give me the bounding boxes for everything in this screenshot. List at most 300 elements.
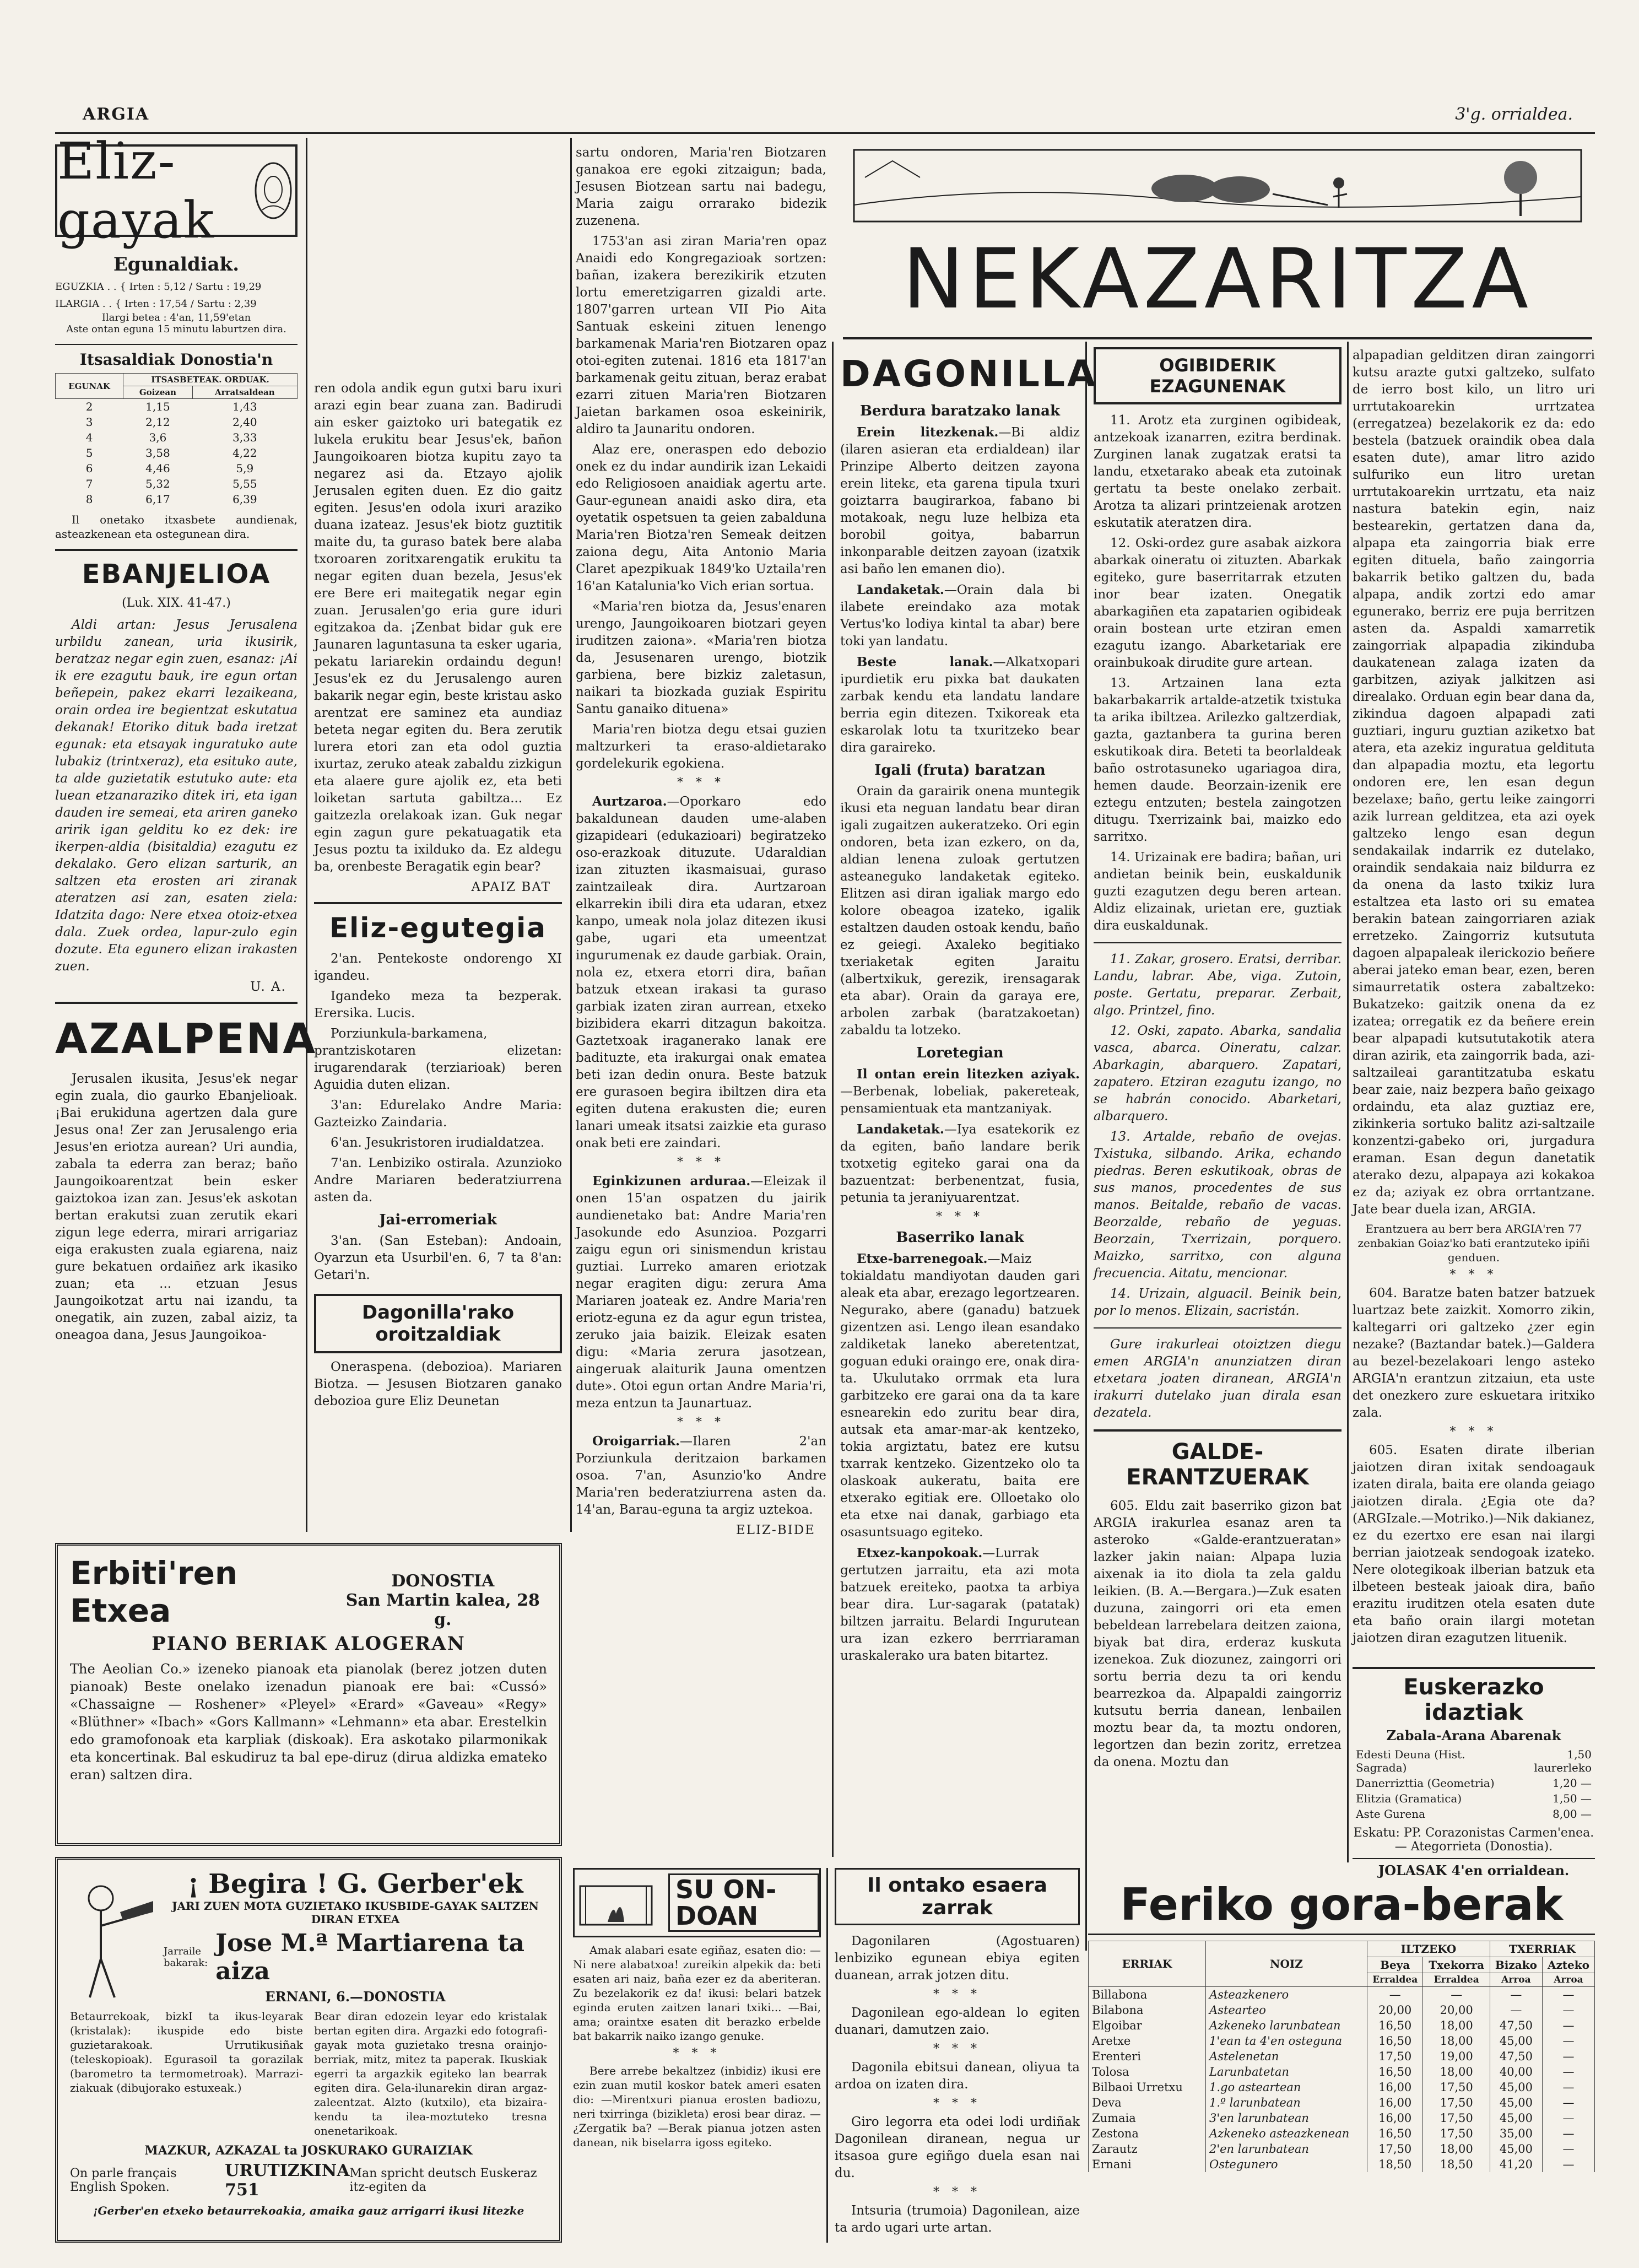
table-cell: Elitzia (Gramatica) [1356,1792,1462,1805]
azalpena-heading: AZALPENA [55,1014,317,1063]
table-cell: 2 [85,400,93,413]
reader-note: Gure irakurleai otoiztzen diegu emen ARGIA'n anunziatzen diran etxetara joaten diranean, ARGIA'n irakurri dutelako juan dirala esan dezatela. [1094,1337,1342,1420]
table-cell: 1,15 [145,400,170,413]
list-item: 14. Urizain, alguacil. Beinik bein, por lo menos. Elizain, sacristán. [1094,1287,1342,1318]
fireplace-illustration [575,1875,657,1930]
column-2 [314,380,562,1532]
lore2-text: —Iya esatekorik ez da egiten, baño landare berik txotxetig egiteko garai ona da bazuentzat: berbenentzat, fusia, petunia ta jeraniyuarentzat. [840,1122,1080,1205]
table-cell: Bilabona [1089,2002,1206,2018]
feriko-col-slaughter: ILTZEKO [1367,1941,1490,1957]
table-cell: — [1542,2157,1594,2172]
table-cell: 5 [85,446,93,460]
feriko-col-when: NOIZ [1206,1941,1367,1987]
separator-stars: * * * [673,2046,721,2060]
gerber-telephone: URUTIZKINA 751 [225,2161,350,2200]
oroigarri-text: —Ilaren 2'an Porziunkula deritzaion barkamen osoa. 7'an, Asunzio'ko Andre Maria'ren bederatziurrena asten da. 14'an, Barau-eguna ta argiz uztekoa. [576,1434,826,1517]
idaztiak-box [1353,1667,1595,1878]
su-ondoan-section [573,1868,821,2243]
table-cell: 3,6 [149,431,167,444]
etxe-text: —Maiz tokialdatu mandiyotan dauden gari aleak eta abar, erezago legortzearen. Negurako, abere (ganadu) batzuek gizentzen asi. Lengo ilean esandako zaldiketak laneko aberetentzat, goguan eduki oraingo ere, onak dira-ta. Ukulutako orrmak eta lura garbitzeko ere garai ona da ta kare esnearekin edo zuritu bear dira, autsak eta amar-mar-ak kentzeko, tokia argiztatu, batez ere kutsu txarrak kentzeko. Gizentzeko olo ta olaskoak aukeratu, baita ere etxerako egitiak ere. Olloetako olo eta etxe nai danak, garbiago eta osasuntsuago egiteko. [840,1252,1080,1540]
table-cell: — [1542,2064,1594,2080]
separator-stars: * * * [933,2042,981,2056]
igali-heading: Igali (fruta) baratzan [874,762,1046,779]
table-row [1089,2033,1595,2049]
separator-stars: * * * [933,2097,981,2110]
table-cell: 16,00 [1367,2095,1423,2110]
table-row [56,476,297,492]
etxe-label: Etxe-barrenegoak. [857,1251,988,1266]
erantzuera-note: Erantzuera au berr bera ARGIA'ren 77 zenbakian Goiaz'ko bati erantzuteko ipiñi genduen. [1357,1222,1590,1264]
idaztiak-heading: Euskerazko idaztiak [1403,1675,1544,1725]
table-cell: 1'ean ta 4'en osteguna [1206,2033,1367,2049]
table-row [1089,2064,1595,2080]
list-item: 11. Zakar, grosero. Eratsi, derribar. Landu, labrar. Abe, viga. Zutoin, poste. Gertatu, preparar. Zerbait, algo. Printzel, fino. [1094,952,1342,1018]
azalpena-continued: ren odola andik egun gutxi baru ixuri arazi egin bear zuana zan. Badirudi ain esker gaiztoko uri bategatik ez lukela erukitu bear Jesus'ek, bañon Jaungoikoaren biotza kupitu zayo ta negarez asi da. Etzayo ajolik Jerusalen egiten duen. Ez dio gaitz egiten. Jesus'en odola ixuri araziko duana izateaz. Jesus'ek biotz guztitik maite du, ta guraso batek bere alaba txoroaren zoritxarengatik erukitu ta negar egiten duan bezela, Jesus'ek ere Bere eri maitegatik negar egin zuan. Jerusalen'go eria gure iduri egitzakoa da. ¡Zenbat bidar guk ere Jaunaren laguntasuna ta esker ugaria, pekatu lariarekin ordaindu degun! Jesus'ek ez du Jerusalengo auren bakarik negar egin, beste kristau asko arentzat ere saminez eta aundiaz beteta negar egiten du. Bera zerutik lurera etori zan eta odol guztia ixurtaz, zeruko ateak zabaldu zizkigun eta alaere gure ajolik ez, eta beti loiketan sartuta gabiltza... Ez gaitzezla orelakoak izan. Guk negar egin zagun gure pekatuagatik eta Jesus poztu ta ixilduko da. Ez aldegu ba, orenbeste Beragatik egin bear? [314,381,562,874]
gerber-city: ERNANI, 6.—DONOSTIA [265,1989,446,2005]
gerber-advertisement [55,1857,562,2243]
table-cell: 35,00 [1490,2126,1542,2141]
tides-col-hours: ITSASBETEAK. ORDUAK. [123,374,297,386]
divider [1094,1327,1342,1329]
kanpo-label: Etxez-kanpokoak. [857,1546,983,1560]
egunaldiak-heading: Egunaldiak. [113,253,240,276]
eliz-gayak-banner [55,132,297,250]
table-cell: 16,50 [1367,2018,1423,2033]
table-row [1089,2141,1595,2157]
oroitzaldiak-text: Oneraspena. (debozioa). Mariaren Biotza. — Jesusen Biotzaren ganako debozioa gure Eliz Deunetan [314,1360,562,1408]
table-cell: 16,00 [1367,2080,1423,2095]
column-rule [826,1868,828,2243]
su-ondoan-banner [573,1868,821,1937]
table-cell: 20,00 [1423,2002,1490,2018]
table-cell: — [1542,2080,1594,2095]
list-item: Igandeko meza ta bezperak. Erersika. Lucis. [314,989,562,1020]
galde-heading: GALDE-ERANTZUERAK [1126,1439,1309,1490]
table-row [56,414,297,430]
tides-body [56,399,297,507]
table-cell: — [1542,1987,1594,2003]
table-cell: 45,00 [1490,2080,1542,2095]
table-cell: Ernani [1089,2157,1206,2172]
table-cell: 1,43 [232,400,257,413]
tides-col-afternoon: Arratsaldean [192,386,297,399]
list-item: 11. Arotz eta zurginen ogibideak, antzekoak izanarren, ezitra berdinak. Zurginen lanak zugatzak eratsi ta landu, etxetarako abeak eta zutoinak gertatu ta beste onelako zerbait. Arotza ta alizari printzeienak arotzen eskutatik ateratzen dira. [1094,413,1342,530]
table-cell: 16,00 [1367,2110,1423,2126]
table-cell: 1,20 — [1553,1776,1592,1790]
moon-note: Ilargi betea : 4'an, 11,59'etan [101,312,251,323]
ebanjelioa-text: Aldi artan: Jesus Jerusalena urbildu zanean, uria ikusirik, beratzaz negar egin zuen, esanaz: ¡Ai ik ere ezagutu bauk, ire egun ortan beñepein, pakez ekarri lezaikeana, orain ordea ire begientzat eskutatua dekanak! Etoriko dituk bada iretzat egunak: eta etsayak inguratuko aute lubakiz (trintxeraz), eta esituko aute, ta alde guzietatik estutuko aute: eta luean etzanaraziko ditek iri, eta igan dauden ire semeai, eta ariren ganeko aririk igan gelditu ko ez dek: ire ikerpen-aldia (bisitaldia) ezagutu ez dekalako. Gero elizan sarturik, an saltzen eta erosten ari ziranak ateratzen asi zan, esaten ziela: Idatzita dago: Nere etxea otoiz-etxea dala. Zuek ordea, lapur-zulo egin dozute. Eta egunero elizan irakasten zuen. [55,618,297,974]
list-item: 13. Artalde, rebaño de ovejas. Txistuka, silbando. Arika, echando piedras. Beren eskutikoak, obras de sus manos, procedentes de sus manos. Beitalde, rebaño de vacas. Beorzalde, rebaño de yeguas. Beorzain, Txerrizain, porquero. Maizko, sarritxo, con alguna frecuencia. Aitatu, mencionar. [1094,1130,1342,1281]
sun-times: EGUZKIA . . { Irten : 5,12 / Sartu : 19,29 [55,281,262,293]
ogibide-list [1094,412,1342,935]
feriko-subheader-cell: Txekorra [1423,1957,1490,1973]
aurtzaroa-label: Aurtzaroa. [592,794,667,809]
list-item: 6'an. Jesukristoren irudialdatzea. [331,1136,545,1150]
erbiti-text: The Aeolian Co.» izeneko pianoak eta pianolak (berez jotzen duten pianoak) Beste onelako izenadun pianoak ere bai: «Cussó» «Chassaigne — Roshener» «Pleyel» «Erard» «Gaveau» «Regy» «Blüthner» «Ibach» «Gors Kallmann» «Lehmann» eta abar. Erestelkin edo gramofonoak eta karpliak (diskoak). Era askotako pilarmonikak eta koncertinak. Bal eskudiruz ta bal epe-diruz (dirua aldizka emateko eran) saltzen dira. [70,1661,547,1783]
table-row [1353,1791,1595,1806]
ogibide-heading: OGIBIDERIK EZAGUNENAK [1094,347,1342,404]
esaera-zarrak-section [835,1868,1080,2243]
section-rule [55,1002,297,1004]
table-cell: 3,33 [232,431,257,444]
table-cell: 3'en larunbatean [1206,2110,1367,2126]
erein-label: Erein litezkenak. [857,425,999,440]
table-cell: 47,50 [1490,2018,1542,2033]
column-5 [1094,347,1342,1945]
table-cell: Azkeneko larunbatean [1206,2018,1367,2033]
azalpena-signature: APAIZ BAT [471,880,551,894]
question-605: 605. Esaten dirate ilberian jaiotzen diran ixitak sendoagauk izaten dirala, baita ere olanda geiago jaiotzen dirala. ¿Egia ote da? (ARGIzale.—Motriko.)—Nik dakianez, ez du ezertxo ere esan nai ilargi berrian jaiotzeak sendogoak izateko. Nere olotegikoak ilberian batzuk eta ilbeteen besteak jaioak dira, baño erazitu iruditzen otela esaten dute eta baño orain ilargi motetan jaiotzen diran ezagutzen lituenik. [1353,1443,1595,1645]
table-cell: 17,50 [1367,2141,1423,2157]
column-6 [1353,347,1595,1862]
table-cell: Azkeneko asteazkenean [1206,2126,1367,2141]
table-cell: 5,9 [236,462,254,475]
table-row [1089,2002,1595,2018]
table-cell: 5,32 [145,477,170,490]
table-row [56,461,297,476]
table-cell: 4,22 [232,446,257,460]
masthead-left: ARGIA [83,105,150,124]
table-cell: 19,00 [1423,2049,1490,2064]
separator-stars: * * * [933,1988,981,2001]
day-note: Aste ontan eguna 15 minutu laburtzen dira. [66,323,286,335]
table-cell: 1,50 — [1553,1792,1592,1805]
table-cell: — [1542,2018,1594,2033]
table-row [1089,2049,1595,2064]
list-item: 12. Oski, zapato. Abarka, sandalia vasca, abarca. Oineratu, calzar. Abarkagin, abarquero. Zapatari, zapatero. Etziran ezagutu izango, no se habrán conocido. Abarketari, albarquero. [1094,1024,1342,1124]
page-number: 3'g. orrialdea. [1455,105,1573,124]
list-item: Dagonilaren (Agostuaren) lenbiziko egunean ebiya egiten duanean, arrak jotzen ditu. [835,1934,1080,1983]
table-cell: — [1367,1987,1423,2003]
table-cell: 16,50 [1367,2126,1423,2141]
section-rule [55,549,297,551]
question-604: 604. Baratze baten batzer batzuek luartzaz bete zaizkit. Xomorro zikin, kaltegarri ori galtzeko ¿zer egin nezake? (Baztandar batek.)—Galdera au bezel-bezelakoari lengo asteko ARGIA'n erantzun zitzaiun, eta uste det onezkero zure eskuetara iritxiko zala. [1353,1286,1595,1420]
table-cell: 1,50 laurerleko [1534,1748,1592,1774]
table-cell: Zestona [1089,2126,1206,2141]
erbiti-city: DONOSTIA [391,1572,495,1591]
table-cell: 2'en larunbatean [1206,2141,1367,2157]
feriko-body [1089,1987,1595,2173]
table-cell: 8,00 — [1553,1807,1592,1821]
gerber-left-text: Betaurrekoak, bizkI ta ikus-leyarak (kristalak): ikuspide edo biste guzietarakoak. Urrutikusiñak (teleskopioak). Egurasoil ta gorazilak (barometro ta termometroak). Marrazi-ziakuak (dibujorako estuxeak.) [70,2010,303,2094]
table-cell: Asteazkenero [1206,1987,1367,2003]
su-ondoan-title: SU ON-DOAN [668,1873,819,1932]
feriko-units-cell: Erraldea [1367,1973,1423,1987]
table-cell: 16,50 [1367,2064,1423,2080]
erbiti-address: San Martin kalea, 28 g. [345,1591,540,1629]
gerber-languages-de-eu: Man spricht deutsch Euskeraz itz-egiten da [349,2167,537,2194]
table-cell: Billabona [1089,1987,1206,2003]
table-cell: Deva [1089,2095,1206,2110]
table-cell: 17,50 [1423,2126,1490,2141]
table-cell: 4 [85,431,93,444]
table-cell: 20,00 [1367,2002,1423,2018]
lore2-label: Landaketak. [857,1122,944,1137]
gerber-right-text: Bear diran edozein leyar edo kristalak bertan egiten dira. Argazki edo fotografi-gayak mota guzietako tresna orainjo-berriak, mitz, mitez ta paperak. Ikuskiak egerri ta argazkik egiteko lan bearrak egiten dira. Gela-ilunarekin diran argaz-zaleentzat. Alzto (kutxilo), eta bizaira-kendu ta ilea-moztuteko tresna onenetarikoak. [314,2010,547,2137]
table-cell: 3 [85,415,93,429]
loretegian-heading: Loretegian [916,1045,1004,1061]
table-cell: 18,50 [1367,2157,1423,2172]
erbiti-advertisement [55,1543,562,1846]
list-item: 3'an: Edurelako Andre Maria: Gazteizko Zaindaria. [314,1098,562,1130]
separator-stars: * * * [677,1155,725,1169]
table-row [1089,2126,1595,2141]
column-3 [576,144,826,1858]
table-cell: Astelenetan [1206,2049,1367,2064]
gerber-mazkur: MAZKUR, AZKAZAL ta JOSKURAKO GURAIZIAK [144,2143,473,2158]
table-cell: — [1542,2049,1594,2064]
section-rule [314,902,562,904]
table-cell: 40,00 [1490,2064,1542,2080]
gerber-languages-fr-en: On parle français English Spoken. [70,2167,177,2194]
table-cell: 18,00 [1423,2018,1490,2033]
table-cell: 45,00 [1490,2033,1542,2049]
table-cell: 6 [85,462,93,475]
table-cell: — [1490,1987,1542,2003]
table-cell: 2,12 [145,415,170,429]
column-rule [570,138,572,1532]
table-cell: 45,00 [1490,2110,1542,2126]
egutegia-heading: Eliz-egutegia [329,912,547,944]
feriko-col-towns: ERRIAK [1089,1941,1206,1987]
list-item: 7'an. Lenbiziko ostirala. Azunzioko Andre Mariaren bederatziurrena asten da. [314,1156,562,1205]
feriko-units-cell: Arroa [1542,1973,1594,1987]
table-cell: Edesti Deuna (Hist. Sagrada) [1356,1748,1465,1774]
ebanjelioa-heading: EBANJELIOA [82,559,271,590]
col3-text-5: Maria'ren biotza degu etsai guzien maltzurkeri ta eraso-aldietarako gordelekurik egokiena. [576,722,826,771]
column-rule [1347,342,1349,1862]
su-ondoan-text-2: Bere arrebe bekaltzez (inbidiz) ikusi ere ezin zuan mutil koskor batek ameri esaten dio: —Mirentxuri pianua erosten badiozu, neri txirringa (bizikleta) erosi bear diraz. —¿Zergatik ba? —Berak pianua jotzen asten danean, nik biselarra igoss egiteko. [573,2064,821,2149]
galde-text: 605. Eldu zait baserriko gizon bat ARGIA irakurlea esanaz aren ta asteroko «Galde-erantzueratan» lazker jakin naian: Alpapa luzia aixenak ia ito diola ta zela galdu leikien. (B. A.—Bergara.)—Zuk esaten duzuna, zaingorri ori eta emen bebeldean larrebelara deitzen zaiona, biyak bat dira, erderaz kuskuta izenekoa. Zuk diozunez, zaingorri ori sortu berria dezu ta ori kendu bearrezkoa da. Alpapaldi zaingorriz kutsutu berria danean, lenbailen moztu bear da, ta moztu ondoren, legortzen dan bezin zoritz, erretzea da onena. Moztu dan [1094,1499,1342,1769]
table-cell: 17,50 [1367,2049,1423,2064]
table-row [1089,2157,1595,2172]
idaztiak-publisher: Zabala-Arana Abarenak [1386,1727,1561,1743]
gerber-subtitle: JARI ZUEN MOTA GUZIETAKO IKUSBIDE-GAYAK SALTZEN DIRAN ETXEA [172,1899,539,1926]
list-item: 2'an. Pentekoste ondorengo XI igandeu. [314,952,562,983]
jai-heading: Jai-erromeriak [379,1212,497,1228]
list-item: Intsuria (trumoia) Dagonilean, aize ta ardo ugari urte artan. [835,2204,1080,2235]
jai-text: 3'an. (San Esteban): Andoain, Oyarzun eta Usurbil'en. 6, 7 ta 8'an: Getari'n. [314,1234,562,1282]
telescope-man-illustration [68,1876,156,2008]
table-cell: 1.go asteartean [1206,2080,1367,2095]
top-rule [55,132,1595,134]
table-cell: — [1542,2033,1594,2049]
table-row [56,492,297,507]
table-cell: 3,58 [145,446,170,460]
table-cell: 8 [85,493,93,506]
separator-stars: * * * [1449,1425,1498,1439]
table-cell: Bilbaoi Urretxu [1089,2080,1206,2095]
table-cell: Zumaia [1089,2110,1206,2126]
list-item: Giro legorra eta odei lodi urdiñak Dagonilean diranean, negua ur itsasoa gure egiñgo duela esan nai du. [835,2115,1080,2180]
feriko-col-pigs: TXERRIAK [1490,1941,1594,1957]
itsasaldiak-heading: Itsasaldiak Donostia'n [79,350,273,369]
table-row [1089,2080,1595,2095]
erbiti-title: Erbiti'ren Etxea [70,1554,238,1629]
separator-stars: * * * [933,2185,981,2199]
feriko-section [1088,1879,1595,2243]
table-cell: 45,00 [1490,2095,1542,2110]
table-cell: 18,50 [1423,2157,1490,2172]
table-cell: — [1423,1987,1490,2003]
igali-text: Orain da garairik onena muntegik ikusi eta neguan landatu bear diran igali zugaitzen aukeratzeko. Ori egin ondoren, beta izan ezkero, on da, aldian lenena zuloak gertutzen asteaneguko landaketak egiteko. Elitzen asi diran igaliak margo edo kolore obeagoa izateko, igalik estaltzen dauden ostoak kendu, baño ez geiegi. Axaleko begitiako txeriaketak egiten Jaraitu (albertxikuk, gerezik, irensagarak eta abar). Orain da garaya ere, arbolen zarbak (baratzakoetan) zabaldu ta lotzeko. [840,784,1080,1038]
column-rule [1085,342,1087,1951]
divider [55,344,297,345]
landaketak-text: —Orain dala bi ilabete ereindako aza motak Vertus'ko lodiya kintal ta abar) bere toki yan landatu. [840,583,1080,649]
table-cell: 16,50 [1367,2033,1423,2049]
list-item: 14. Urizainak ere badira; bañan, uri andietan beinik bein, euskaldunik guzti ezagutzen degu beren artean. Aldiz elizainak, urietan ere, guztiak dira euskaldunak. [1094,850,1342,933]
azalpena-text: Jerusalen ikusita, Jesus'ek negar egin zuala, dio gaurko Ebanjelioak. ¡Bai erukiduna agertzen dala gure Jesus ona! Zer zan Jerusalengo eria Jesus'en eriotza aurean? Uri aundia, zabala ta ederra zan beraz; baño Jaungoikoarentzat bein esker gaiztokoa izan zan. Jesus'ek askotan bertan erakutsi zuan zerutik ekari zigun lege ederra, mirari arrigariaz eiga erakusten zuala egiarena, naiz gure bekatuen ordaiñez ark ikasiko zuan; eta ... etzuan Jesus Jaungoikotzat artu nai izandu, ta onegatik, ain zuzen, zabal aiziz, ta oneagoa dana, Jesus Jaungoikoa- [55,1072,297,1342]
table-cell: 17,50 [1423,2080,1490,2095]
table-cell: 41,20 [1490,2157,1542,2172]
nekazaritza-title: NEKAZARITZA [902,231,1533,327]
lore-text: —Berbenak, lobeliak, pakereteak, pensamientuak eta mantzaniyak. [840,1084,1080,1116]
separator-stars: * * * [677,1416,725,1429]
table-cell: 47,50 [1490,2049,1542,2064]
esaera-zarrak-list [835,1933,1080,2237]
list-item: Porziunkula-barkamena, prantziskotaren elizetan: irugarendarak (terziarioak) beren Aguidia duten elizan. [314,1027,562,1092]
nun-portrait-icon [251,158,295,224]
table-cell: 4,46 [145,462,170,475]
table-row [1089,2095,1595,2110]
oroitzaldiak-heading: Dagonilla'rako oroitzaldiak [314,1294,562,1353]
separator-stars: * * * [936,1210,984,1224]
jolasak-note: JOLASAK 4'en orrialdean. [1353,1858,1595,1878]
table-cell: Danerrizttia (Geometria) [1356,1776,1495,1790]
kanpo-text: —Lurrak gertutzen jarraitu, eta azi mota batzuek ereiteko, paotxa ta arbiya bear dira. Lur-sagarak (patatak) biltzen jarraitu. Belardi Ingurutean ura izan ezkero berrriaraman uraskalerako ura baten bitartez. [840,1546,1080,1663]
table-cell: — [1542,2126,1594,2141]
table-row [56,430,297,445]
bedura-heading: Berdura baratzako lanak [860,403,1060,419]
eginkizun-text: —Eleizak il onen 15'an ospatzen du jairik aundienetako bat: Andre Maria'ren Jasokunde edo Asunzioa. Pozgarri zaigu egun ori sinismendun kristau guztiai. Lurreko amaren eriotzak negar eragiten digu: zerura Ama Mariaren joateak ez. Andre Maria'ren eriotz-eguna ez da agur egun tristea, zeruko jaia baizik. Eleizak esaten digu: «Maria zerura jasotzean, aingeruak alaiturik Jauna omentzen dute». Otoi egun ortan Andre Maria'ri, meza entzun ta Jaunartuaz. [576,1174,826,1411]
list-item: 12. Oski-ordez gure asabak aizkora abarkak oineratu oi zituzten. Abarkak egiteko, gure baserritarrak etzuten inor bear izaten. Onegatik abarkagiñen eta zapatarien ogibideak orain bostean urte etziran emen ezagutu izango. Abarketariak ere orainbukoak dirudite gure artean. [1094,536,1342,670]
table-cell: 18,00 [1423,2033,1490,2049]
elizbide-signature: ELIZ-BIDE [735,1523,815,1537]
table-row [1089,1987,1595,2003]
feriko-subheader-cell: Beya [1367,1957,1423,1973]
table-row [56,399,297,415]
table-cell: 6,39 [232,493,257,506]
table-cell: 6,17 [145,493,170,506]
table-cell: Erenteri [1089,2049,1206,2064]
column-rule [306,138,307,1532]
col3-text-1: sartu ondoren, Maria'ren Biotzaren ganakoa ere egoki zitzaigun; bada, Jesusen Biotzean sartu nai badegu, Maria zaigu orrarako bidezik zuzenena. [576,145,826,228]
table-cell: Aste Gurena [1356,1807,1425,1821]
lore-label: Il ontan erein litezken aziyak. [857,1067,1080,1082]
table-cell: 2,40 [232,415,257,429]
eginkizun-label: Eginkizunen arduraa. [592,1174,751,1189]
erein-text: —Bi aldiz (ilaren asieran eta erdialdean) ilar Prinzipe Alberto deitzen zayona erein litekε, eta garena tipula txuri goiztarra baugirarkoa, fabano bi motakoak, negu luze helbiza eta borobil goitya, babarrun inkonparable deitzen zayoan (izatxik asi baño len emanen dio). [840,425,1080,576]
table-cell: Ostegunero [1206,2157,1367,2172]
list-item: 13. Artzainen lana ezta bakarbakarrik artalde-atzetik txistuka ta arika ibiltzea. Arilezko galtzerdiak, gazta, gaztanbera ta gurina beren eskutikoak dira. Beteti ta beorlaldeak baño ostrotasuneko ugariagoa dira, hemen daude. Beorzain-izenik ere eztegu entzuten; bestela zaingotzen ditugu. Txerrizaink bai, maizko edo sarritxo. [1094,676,1342,844]
table-cell: 17,50 [1423,2095,1490,2110]
table-cell: 1.º larunbatean [1206,2095,1367,2110]
idaztiak-order: Eskatu: PP. Corazonistas Carmen'enea. — Ategorrieta (Donostia). [1353,1826,1594,1854]
aurtzaroa-text: —Oporkaro edo bakaldunean dauden ume-alaben gizapideari (edukazioari) begiratzeko oso-erazkoak dituzute. Udaraldian izan zituzten ikasmaisuai, guraso zaintzaileak dira. Aurtzaroan elkarrekin ibili dira eta udaran, etxez kanpo, umeak nola jolaz ditezen ikusi gabe, ugari eta umeentzat ingurumenak ez daude garbiak. Orain, nola ez, etxera etorri dira, bañan batzuk etxean irakasi ta guraso garbiak izaten ziran aurrean, etxeko bizibidera ekarri ditzagun bakoitza. Gaztetxoak iraganerako lanak ere badituzte, eta irakurgai onak ematea beti izan dedin onura. Beste batzuk ere gurasoen begira ibiltzen dira eta egiten dutena erakusten die; euren lanari umeak itsatsi zaizkie eta guraso onak beti ere zaindari. [576,795,826,1151]
erbiti-subtitle: PIANO BERIAK ALOGERAN [152,1633,466,1655]
separator-stars: * * * [677,776,725,790]
egutegia-list [314,951,562,1206]
divider [1094,942,1342,943]
table-row [1353,1775,1595,1791]
feriko-subheader-cell: Azteko [1542,1957,1594,1973]
ebanjelioa-signature: U. A. [250,980,286,994]
table-cell: 18,00 [1423,2141,1490,2157]
gerber-successors-label: Jarraile bakarak: [164,1946,208,1969]
table-cell: — [1542,2110,1594,2126]
landaketak-label: Landaketak. [857,582,944,597]
farm-scene-illustration [843,144,1592,227]
table-cell: — [1542,2141,1594,2157]
table-cell: Elgoibar [1089,2018,1206,2033]
table-cell: Aretxe [1089,2033,1206,2049]
beste-lanak-text: —Alkatxopari ipurdietik eru pixka bat daukaten zarbak kendu eta landatu landare berria egin ditezen. Txikoreak eta eskarolak lotu ta txuritzeko bear dira garaireko. [840,655,1080,755]
nekazaritza-banner [843,144,1592,339]
column-rule [832,342,834,1857]
tides-col-day: EGUNAK [56,374,123,399]
tides-note: Il onetako itxasbete aundienak, asteazkenean eta ostegunean dira. [55,513,297,541]
col3-text-3: Alaz ere, oneraspen edo debozio onek ez du indar aundirik izan Lekaidi edo Religiosoen anaidiak agertu arte. Gaur-egunean anaidi asko dira, eta oyetatik ospetsuen ta geien zabalduna Maria'ren Biotza'ren Semeak deitzen zaiona degu, Aita Antonio Maria Claret apezpikuak 1849'ko Uztaila'ren 16'an Katalunia'ko Vich erian sortua. [576,442,826,593]
sun-moon-times [55,281,297,293]
table-cell: — [1542,2095,1594,2110]
feriko-table [1088,1941,1595,2172]
su-ondoan-text-1: Amak alabari esate egiñaz, esaten dio: —Ni nere alabatxoa! zureikin alpekik da: beti esaten ari naiz, baña ezer ez da aberiteran. Zu bezelakorik ez da! ikusi: belari batzek eginda eruten zaitzen lanari txiki... —Bai, ama; oraintxe esaten dit berazko erbelde bat bakarrik naiko izango genuke. [573,1943,821,2043]
ebanjelioa-ref: (Luk. XIX. 41-47.) [122,596,231,610]
feriko-subheader-cell: Bizako [1490,1957,1542,1973]
table-cell: 7 [85,477,93,490]
col3-text-2: 1753'an asi ziran Maria'ren opaz Anaidi edo Kongregazioak sortzen: bañan, izakera berezikirik etzuten lortu emeretzigarren gizaldi arte. 1807'garren urtean VII Pio Aita Santuak eskeini zituen lenengo barkamenak Maria'ren Biotzaren opaz otoi-egiten zutenai. 1816 eta 1817'an barkamenak geitu zituan, beraz erabat ezarri zituen Maria'ren Biotzaren Jaietan barkamen osoa eskeinirik, aldiro ta Jaunaritu ondoren. [576,234,826,436]
table-row [1089,2110,1595,2126]
list-item: Dagonilean ego-aldean lo egiten duanari, damutzen zaio. [835,2006,1080,2037]
table-cell: Zarautz [1089,2141,1206,2157]
baserri-heading: Baserriko lanak [896,1229,1024,1246]
divider [1094,1429,1342,1432]
beste-lanak-label: Beste lanak. [857,655,993,669]
feriko-units-cell: Erraldea [1423,1973,1490,1987]
separator-stars: * * * [1449,1268,1498,1282]
table-row [1353,1806,1595,1822]
table-row [1353,1747,1595,1775]
feriko-units-cell: Arroa [1490,1973,1542,1987]
column-1 [55,132,317,1533]
table-cell: 17,50 [1423,2110,1490,2126]
dagonila-heading: DAGONILLA [840,353,1098,395]
table-row [1089,2018,1595,2033]
gerber-title: ¡ Begira ! G. Gerber'ek [187,1869,523,1899]
feriko-heading: Feriko gora-berak [1088,1879,1595,1935]
eliz-gayak-title: Eliz-gayak [57,132,215,250]
table-row [56,445,297,461]
table-cell: 5,55 [232,477,257,490]
table-cell: Tolosa [1089,2064,1206,2080]
table-cell: Larunbatetan [1206,2064,1367,2080]
tides-table [55,373,297,507]
table-cell: — [1490,2002,1542,2018]
idaztiak-table [1353,1747,1595,1822]
oroigarri-label: Oroigarriak. [592,1434,680,1449]
col3-text-4: «Maria'ren biotza da, Jesus'enaren urengo, Jaungoikoaren biotzari geyen iruditzen zaiona». «Maria'ren biotza da, Jesusenaren urengo, biotzik garbiena, bere bizkiz zaletasun, naikari ta biozkada guziak Espiritu Santu ganaiko dituena» [576,600,826,716]
table-cell: Astearteo [1206,2002,1367,2018]
moon-times: ILARGIA . . { Irten : 17,54 / Sartu : 2,39 [55,298,257,310]
ogibide-glossary [1094,951,1342,1320]
tides-col-morning: Goizean [123,386,192,399]
gerber-owner: Jose M.ª Martiarena ta aiza [215,1929,525,1985]
column-4 [840,347,1098,1857]
list-item: Dagonila ebitsui danean, oliyua ta ardoa on izaten dira. [835,2060,1080,2092]
table-cell: 18,00 [1423,2064,1490,2080]
table-cell: — [1542,2002,1594,2018]
gerber-footer: ¡Gerber'en etxeko betaurrekoakia, amaika gauz arrigarri ikusi litezke [93,2204,524,2217]
